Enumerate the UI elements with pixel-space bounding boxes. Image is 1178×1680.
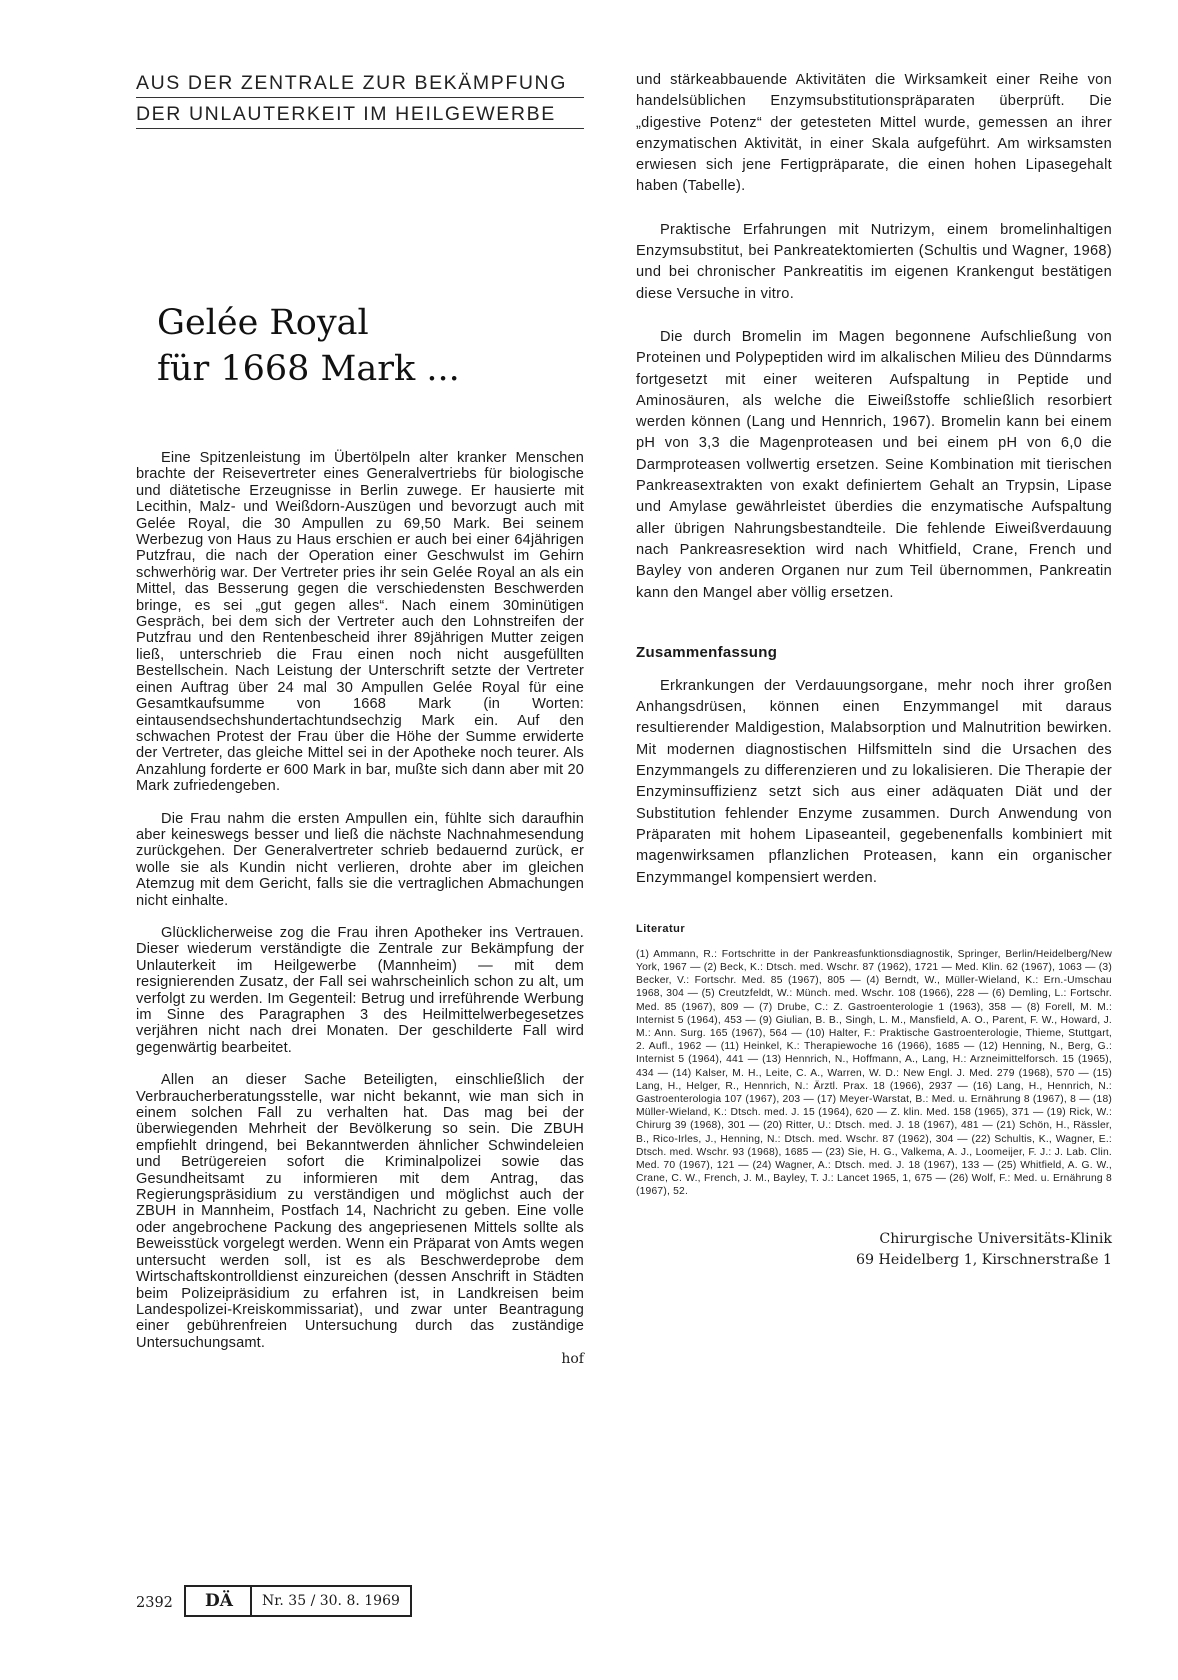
- article-paragraph: Glücklicherweise zog die Frau ihren Apotheker ins Vertrauen. Dieser wiederum verständigte die Zentrale zur Bekämpfung der Unlauterkeit im Heilgewerbe (Mannheim) — mit dem resignierenden Zusatz, der Fall sei wahrscheinlich schon zu alt, um verfolgt zu werden. Im Gegenteil: Betrug und irreführende Werbung im Sinne des Paragraphen 3 des Heilmittelwerbegesetzes verjähren nicht nach drei Monaten. Der geschilderte Fall wird gegenwärtig bearbeitet.: [136, 924, 584, 1056]
- summary-paragraph: Erkrankungen der Verdauungsorgane, mehr noch ihrer großen Anhangsdrüsen, können einen Enzymmangel mit daraus resultierender Maldigestion, Malabsorption und Malnutrition bewirken. Mit modernen diagnostischen Hilfsmitteln sind die Ursachen des Enzymmangels zu differenzieren und zu lokalisieren. Die Therapie der Enzyminsuffizienz setzt sich aus einer adäquaten Diät und der Substitution fehlender Enzyme zusammen. Durch Anwendung von Präparaten mit hohem Lipaseanteil, gegebenenfalls kombiniert mit magenwirksamen pflanzlichen Proteasen, kann ein organischer Enzymmangel kompensiert werden.: [636, 677, 1112, 886]
- article-paragraph: und stärkeabbauende Aktivitäten die Wirksamkeit einer Reihe von handelsüblichen Enzymsubstitutionspräparaten überprüft. Die „digestive Potenz“ der getesteten Mittel wurde, gemessen an ihrer enzymatischen Aktivität, in einer Skala aufgeführt. Am wirksamsten erwiesen sich jene Fertigpräparate, die einen hohen Lipasegehalt haben (Tabelle).: [636, 72, 1112, 195]
- section-header-line-1: AUS DER ZENTRALE ZUR BEKÄMPFUNG: [136, 70, 584, 98]
- author-signature: hof: [561, 1351, 584, 1368]
- summary-heading: Zusammenfassung: [636, 643, 778, 661]
- article-paragraph: Die Frau nahm die ersten Ampullen ein, fühlte sich daraufhin aber keineswegs besser und ließ die nächste Nachnahmesendung zurückgehen. Der Generalvertreter schrieb bedauernd zurück, er wolle sie als Kundin nicht verlieren, drohte aber im gleichen Atemzug mit dem Gericht, falls sie die vertraglichen Abmachungen nicht einhalte.: [136, 810, 584, 909]
- left-column: [136, 70, 584, 1367]
- article-paragraph: Eine Spitzenleistung im Übertölpeln alter kranker Menschen brachte der Reisevertreter eines Generalvertriebs für biologische und diätetische Erzeugnisse in Berlin zuwege. Er hausierte mit Lecithin, Malz- und Weißdorn-Auszügen und bevorzugt auch mit Gelée Royal, die 30 Ampullen zu 69,50 Mark. Bei seinem Werbezug von Haus zu Haus erschien er auch bei einer 64jährigen Putzfrau, die nach der Operation einer Geschwulst im Gehirn schwerhörig war. Der Vertreter pries ihr sein Gelée Royal an als ein Mittel, das Besserung gegen die verschiedensten Beschwerden bringe, es sei „gut gegen alles“. Nach einem 30minütigen Gespräch, bei dem sich der Vertreter auch den Lohnstreifen der Putzfrau und den Rentenbescheid ihrer 89jährigen Mutter zeigen ließ, unterschrieb die Frau einen noch nicht ausgefüllten Bestellschein. Nach Leistung der Unterschrift setzte der Vertreter einen Auftrag über 24 mal 30 Ampullen Gelée Royal für eine Gesamtkaufsumme von 1668 Mark (in Worten: eintausendsechshundertachtundsechzig Mark ein. Auf den schwachen Protest der Frau über die Höhe der Summe erwiderte der Vertreter, das gleiche Mittel sei in der Apotheke noch teurer. Als Anzahlung forderte er 600 Mark in bar, mußte sich dann aber mit 20 Mark zufriedengeben.: [136, 450, 584, 795]
- article-body: [136, 450, 584, 1367]
- journal-issue-box: [184, 1585, 412, 1617]
- page-number: 2392: [136, 1595, 173, 1611]
- right-column: [636, 70, 1112, 1271]
- article-title-line-2: für 1668 Mark ...: [157, 349, 460, 389]
- literature-list: (1) Ammann, R.: Fortschritte in der Pankreasfunktionsdiagnostik, Springer, Berlin/Heidelberg/New York, 1967 — (2) Beck, K.: Dtsch. med. Wschr. 87 (1962), 1721 — Med. Klin. 62 (1967), 1063 — (3) Becker, V.: Fortschr. Med. 85 (1967), 805 — (4) Berndt, W., Müller-Wieland, K.: Ern.-Umschau 1968, 304 — (5) Creutzfeldt, W.: Münch. med. Wschr. 108 (1966), 228 — (6) Demling, L.: Fortschr. Med. 85 (1967), 809 — (7) Drube, C.: Z. Gastroenterologie 1 (1963), 358 — (8) Forell, M. M.: Internist 5 (1964), 453 — (9) Giulian, B. B., Singh, L. M., Mansfield, A. O., Parent, F. W., Howard, J. M.: Ann. Surg. 165 (1967), 564 — (10) Halter, F.: Praktische Gastroenterologie, Thieme, Stuttgart, 2. Aufl., 1962 — (11) Heinkel, K.: Therapiewoche 16 (1966), 1685 — (12) Henning, N., Berg, G.: Internist 5 (1964), 441 — (13) Hennrich, N., Hoffmann, A., Lang, H.: Arzneimittelforsch. 15 (1965), 434 — (14) Kalser, M. H., Leite, C. A., Warren, W. D.: New Engl. J. Med. 279 (1968), 570 — (15) Lang, H., Helger, R., Hennrich, N.: Ärztl. Prax. 18 (1966), 2937 — (16) Lang, H., Hennrich, N.: Gastroenterologia 107 (1967), 203 — (17) Meyer-Warstat, B.: Med. u. Ernährung 8 (1967), 8 — (18) Müller-Wieland, K.: Dtsch. med. J. 15 (1964), 620 — Z. klin. Med. 158 (1965), 371 — (19) Rick, W.: Chirurg 39 (1968), 301 — (20) Ritter, U.: Dtsch. med. J. 18 (1967), 481 — (21) Schön, H., Rässler, B., Rico-Irles, J., Henning, N.: Dtsch. med. Wschr. 87 (1962), 304 — (22) Schultis, K., Wagner, E.: Dtsch. med. Wschr. 93 (1968), 1685 — (23) Sie, H. G., Valkema, A. J., Loomeijer, F. J.: J. Lab. Clin. Med. 70 (1967), 121 — (24) Wagner, A.: Dtsch. med. J. 18 (1967), 133 — (25) Whitfield, A. G. W., Crane, C. W., French, J. M., Bayley, T. J.: Lancet 1965, 1, 675 — (26) Wolf, F.: Med. u. Ernährung 8 (1967), 52.: [636, 948, 1112, 1198]
- journal-logo: DÄ: [186, 1587, 252, 1615]
- medical-article-body: [636, 70, 1112, 1271]
- article-title: [157, 300, 584, 392]
- article-paragraph: Allen an dieser Sache Beteiligten, einschließlich der Verbraucherberatungsstelle, war nicht bekannt, wie man sich in einem solchen Fall zu verhalten hat. Das mag bei der überwiegenden Mehrheit der Bevölkerung so sein. Die ZBUH empfiehlt dringend, bei Bekanntwerden ähnlicher Schwindeleien und Betrügereien sofort die Kriminalpolizei sowie das Gesundheitsamt zu informieren mit dem Antrag, das Regierungspräsidium zu verständigen und möglichst auch der ZBUH in Mannheim, Postfach 14, Nachricht zu geben. Eine volle oder angebrochene Packung des angepriesenen Mittels sollte als Beweisstück vorgelegt werden. Wenn ein Präparat von Amts wegen untersucht werden soll, ist es als Beschwerdeprobe dem Wirtschaftskontrolldienst einzureichen (dessen Anschrift in Städten beim Polizeipräsidium zu erfahren ist, in Landkreisen beim Landespolizei-Kreiskommissariat), und zwar unter Beantragung einer gebührenfreien Untersuchung durch das zuständige Untersuchungsamt.: [136, 1072, 584, 1351]
- affiliation-line-2: 69 Heidelberg 1, Kirschnerstraße 1: [855, 1251, 1112, 1268]
- author-affiliation: [636, 1229, 1112, 1271]
- section-header-line-2: DER UNLAUTERKEIT IM HEILGEWERBE: [136, 101, 584, 129]
- section-header: [136, 70, 584, 129]
- article-paragraph: Praktische Erfahrungen mit Nutrizym, einem bromelinhaltigen Enzymsubstitut, bei Pankreatektomierten (Schultis und Wagner, 1968) und bei chronischer Pankreatitis im eigenen Krankengut bestätigen diese Versuche in vitro.: [636, 221, 1112, 302]
- literature-heading: Literatur: [636, 922, 686, 935]
- affiliation-line-1: Chirurgische Universitäts-Klinik: [879, 1230, 1112, 1247]
- issue-number: Nr. 35 / 30. 8. 1969: [262, 1593, 400, 1609]
- article-paragraph: Die durch Bromelin im Magen begonnene Aufschließung von Proteinen und Polypeptiden wird im alkalischen Milieu des Dünndarms fortgesetzt mit einer weiteren Aufspaltung in Peptide und Aminosäuren, als welche die Eiweißstoffe schließlich resorbiert werden können (Lang und Hennrich, 1967). Bromelin kann bei einem pH von 3,3 die Magenproteasen und bei einem pH von 6,0 die Darmproteasen vollwertig ersetzen. Seine Kombination mit tierischen Pankreasextrakten von exakt definiertem Gehalt an Trypsin, Lipase und Amylase gewährleistet überdies die enzymatische Aufspaltung aller übrigen Nahrungsbestandteile. Die fehlende Eiweißverdauung nach Pankreasresektion wird nach Whitfield, Crane, French und Bayley von anderen Organen nur zum Teil übernommen, Pankreatin kann den Mangel aber völlig ersetzen.: [636, 328, 1112, 601]
- article-title-line-1: Gelée Royal: [157, 303, 369, 343]
